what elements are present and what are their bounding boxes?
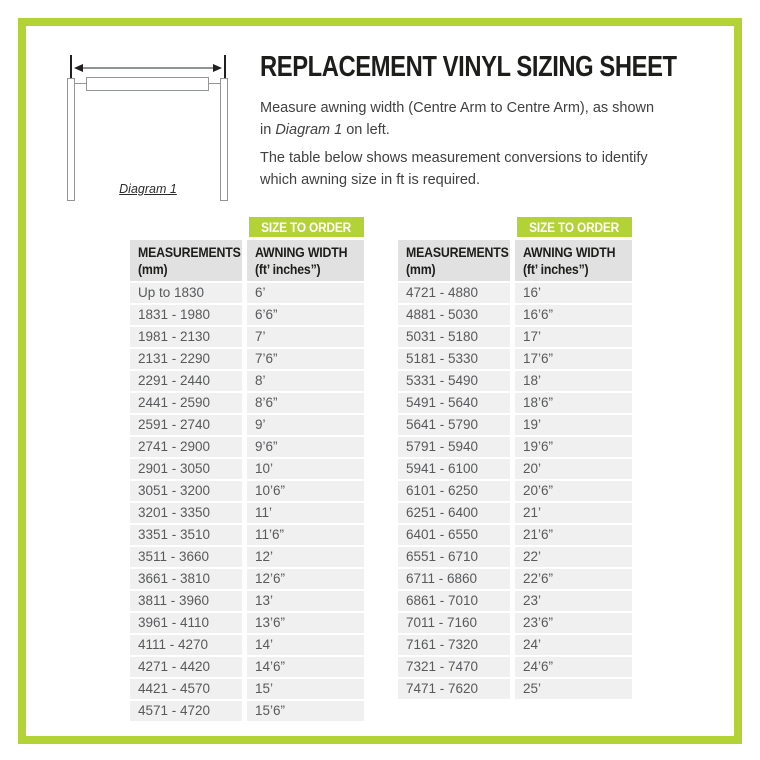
measurements-column-header bbox=[130, 240, 242, 281]
intro-text-end: on left. bbox=[342, 122, 390, 138]
awning-width-cell: 16’6” bbox=[515, 305, 632, 325]
vinyl-roller bbox=[86, 77, 209, 91]
awning-width-cell: 16’ bbox=[515, 283, 632, 303]
awning-width-cell: 9’6” bbox=[247, 437, 364, 457]
header-line: MEASUREMENTS bbox=[406, 244, 509, 260]
awning-width-column-header bbox=[515, 240, 632, 281]
measurement-range-cell: 3201 - 3350 bbox=[130, 503, 242, 523]
awning-width-cell: 9’ bbox=[247, 415, 364, 435]
header-line: MEASUREMENTS bbox=[138, 244, 241, 260]
awning-width-cell: 20’ bbox=[515, 459, 632, 479]
awning-width-cell: 7’6” bbox=[247, 349, 364, 369]
measurement-range-cell: 2591 - 2740 bbox=[130, 415, 242, 435]
measurement-range-cell: 5181 - 5330 bbox=[398, 349, 510, 369]
awning-width-cell: 19’ bbox=[515, 415, 632, 435]
measurement-range-cell: 3961 - 4110 bbox=[130, 613, 242, 633]
measurement-range-cell: 6101 - 6250 bbox=[398, 481, 510, 501]
size-to-order-banner bbox=[517, 217, 632, 237]
awning-width-cell: 22’ bbox=[515, 547, 632, 567]
measurement-range-cell: 2291 - 2440 bbox=[130, 371, 242, 391]
right-roller-connector bbox=[208, 83, 220, 84]
awning-width-cell: 19’6” bbox=[515, 437, 632, 457]
table-row bbox=[398, 437, 632, 457]
measurements-column-header bbox=[398, 240, 510, 281]
measurement-range-cell: 3511 - 3660 bbox=[130, 547, 242, 567]
table-row bbox=[130, 459, 364, 479]
table-row bbox=[130, 415, 364, 435]
table-row bbox=[398, 481, 632, 501]
size-to-order-banner bbox=[249, 217, 364, 237]
awning-width-cell: 18’6” bbox=[515, 393, 632, 413]
measurement-range-cell: 3351 - 3510 bbox=[130, 525, 242, 545]
header-line: AWNING WIDTH bbox=[523, 244, 616, 260]
measurement-range-cell: 4271 - 4420 bbox=[130, 657, 242, 677]
table-row bbox=[130, 569, 364, 589]
awning-width-cell: 12’ bbox=[247, 547, 364, 567]
right-centre-arm-tick bbox=[224, 55, 226, 80]
measurement-range-cell: 6711 - 6860 bbox=[398, 569, 510, 589]
width-measurement-arrow bbox=[73, 62, 223, 74]
awning-width-cell: 18’ bbox=[515, 371, 632, 391]
table-row bbox=[130, 393, 364, 413]
measurement-range-cell: 4881 - 5030 bbox=[398, 305, 510, 325]
left-centre-arm-tick bbox=[70, 55, 72, 80]
table-row bbox=[398, 327, 632, 347]
measurement-range-cell: 5641 - 5790 bbox=[398, 415, 510, 435]
measurement-range-cell: 4721 - 4880 bbox=[398, 283, 510, 303]
measurement-range-cell: 7161 - 7320 bbox=[398, 635, 510, 655]
measurement-range-cell: 6251 - 6400 bbox=[398, 503, 510, 523]
awning-width-cell: 15’ bbox=[247, 679, 364, 699]
awning-width-cell: 11’6” bbox=[247, 525, 364, 545]
measurement-range-cell: 3811 - 3960 bbox=[130, 591, 242, 611]
measurement-range-cell: 3661 - 3810 bbox=[130, 569, 242, 589]
measurement-range-cell: 7471 - 7620 bbox=[398, 679, 510, 699]
measurement-range-cell: 2131 - 2290 bbox=[130, 349, 242, 369]
intro-paragraph-2: The table below shows measurement conversions to identify which awning size in ft is required. bbox=[260, 150, 648, 188]
table-row bbox=[398, 569, 632, 589]
awning-width-cell: 24’6” bbox=[515, 657, 632, 677]
measurement-range-cell: 5331 - 5490 bbox=[398, 371, 510, 391]
page-title: REPLACEMENT VINYL SIZING SHEET bbox=[260, 51, 677, 83]
diagram-reference: Diagram 1 bbox=[275, 122, 343, 138]
diagram-caption: Diagram 1 bbox=[119, 182, 177, 196]
measurement-range-cell: 1831 - 1980 bbox=[130, 305, 242, 325]
header-line: (mm) bbox=[406, 260, 436, 277]
intro-paragraph-1 bbox=[260, 97, 660, 141]
table-row bbox=[130, 613, 364, 633]
table-row bbox=[130, 657, 364, 677]
awning-width-column-header bbox=[247, 240, 364, 281]
awning-width-cell: 23’6” bbox=[515, 613, 632, 633]
table-row bbox=[398, 547, 632, 567]
table-row bbox=[398, 371, 632, 391]
table-row bbox=[398, 635, 632, 655]
measurement-range-cell: 4571 - 4720 bbox=[130, 701, 242, 721]
table-body bbox=[398, 283, 632, 699]
table-row bbox=[130, 591, 364, 611]
awning-width-cell: 20’6” bbox=[515, 481, 632, 501]
awning-width-cell: 7’ bbox=[247, 327, 364, 347]
awning-width-cell: 14’ bbox=[247, 635, 364, 655]
measurement-range-cell: 7321 - 7470 bbox=[398, 657, 510, 677]
size-to-order-label: SIZE TO ORDER bbox=[261, 219, 352, 235]
awning-width-cell: 12’6” bbox=[247, 569, 364, 589]
table-row bbox=[130, 547, 364, 567]
table-row bbox=[398, 657, 632, 677]
measurement-range-cell: 1981 - 2130 bbox=[130, 327, 242, 347]
table-row bbox=[398, 393, 632, 413]
awning-width-cell: 17’ bbox=[515, 327, 632, 347]
measurement-range-cell: 2441 - 2590 bbox=[130, 393, 242, 413]
table-header-row bbox=[130, 240, 364, 281]
size-to-order-label: SIZE TO ORDER bbox=[529, 219, 620, 235]
conversion-table-left bbox=[130, 217, 364, 723]
table-row bbox=[130, 481, 364, 501]
measurement-range-cell: 5491 - 5640 bbox=[398, 393, 510, 413]
table-row bbox=[130, 635, 364, 655]
measurement-range-cell: 3051 - 3200 bbox=[130, 481, 242, 501]
table-body bbox=[130, 283, 364, 721]
awning-diagram bbox=[60, 50, 236, 202]
awning-width-cell: 22’6” bbox=[515, 569, 632, 589]
awning-width-cell: 6’ bbox=[247, 283, 364, 303]
table-row bbox=[130, 371, 364, 391]
awning-width-cell: 13’ bbox=[247, 591, 364, 611]
awning-width-cell: 10’6” bbox=[247, 481, 364, 501]
table-row bbox=[398, 415, 632, 435]
measurement-range-cell: 6551 - 6710 bbox=[398, 547, 510, 567]
awning-width-cell: 23’ bbox=[515, 591, 632, 611]
table-row bbox=[130, 503, 364, 523]
table-row bbox=[130, 349, 364, 369]
intro-text: Measure awning width (Centre Arm to Centre Arm), as shown in bbox=[260, 100, 655, 138]
awning-width-cell: 8’6” bbox=[247, 393, 364, 413]
table-row bbox=[130, 305, 364, 325]
measurement-range-cell: 2741 - 2900 bbox=[130, 437, 242, 457]
table-row bbox=[130, 283, 364, 303]
table-row bbox=[398, 613, 632, 633]
awning-width-cell: 13’6” bbox=[247, 613, 364, 633]
header-line: AWNING WIDTH bbox=[255, 244, 348, 260]
measurement-range-cell: 6401 - 6550 bbox=[398, 525, 510, 545]
measurement-range-cell: 2901 - 3050 bbox=[130, 459, 242, 479]
table-row bbox=[398, 591, 632, 611]
table-row bbox=[130, 701, 364, 721]
table-row bbox=[130, 327, 364, 347]
measurement-range-cell: 5031 - 5180 bbox=[398, 327, 510, 347]
table-row bbox=[398, 525, 632, 545]
measurement-range-cell: 4111 - 4270 bbox=[130, 635, 242, 655]
table-row bbox=[398, 305, 632, 325]
awning-width-cell: 14’6” bbox=[247, 657, 364, 677]
awning-width-cell: 11’ bbox=[247, 503, 364, 523]
table-row bbox=[130, 437, 364, 457]
measurement-range-cell: Up to 1830 bbox=[130, 283, 242, 303]
table-row bbox=[398, 679, 632, 699]
awning-width-cell: 10’ bbox=[247, 459, 364, 479]
header-line: (mm) bbox=[138, 260, 168, 277]
awning-width-cell: 25’ bbox=[515, 679, 632, 699]
measurement-range-cell: 5791 - 5940 bbox=[398, 437, 510, 457]
conversion-table-right bbox=[398, 217, 632, 701]
awning-width-cell: 21’6” bbox=[515, 525, 632, 545]
awning-width-cell: 21’ bbox=[515, 503, 632, 523]
table-row bbox=[398, 503, 632, 523]
table-header-row bbox=[398, 240, 632, 281]
header-line: (ft’ inches”) bbox=[523, 260, 589, 277]
header-line: (ft’ inches”) bbox=[255, 260, 321, 277]
table-row bbox=[398, 283, 632, 303]
table-row bbox=[398, 459, 632, 479]
table-row bbox=[398, 349, 632, 369]
table-row bbox=[130, 525, 364, 545]
awning-width-cell: 24’ bbox=[515, 635, 632, 655]
awning-width-cell: 6’6” bbox=[247, 305, 364, 325]
table-row bbox=[130, 679, 364, 699]
measurement-range-cell: 6861 - 7010 bbox=[398, 591, 510, 611]
awning-width-cell: 8’ bbox=[247, 371, 364, 391]
awning-width-cell: 17’6” bbox=[515, 349, 632, 369]
awning-width-cell: 15’6” bbox=[247, 701, 364, 721]
measurement-range-cell: 5941 - 6100 bbox=[398, 459, 510, 479]
measurement-range-cell: 7011 - 7160 bbox=[398, 613, 510, 633]
measurement-range-cell: 4421 - 4570 bbox=[130, 679, 242, 699]
